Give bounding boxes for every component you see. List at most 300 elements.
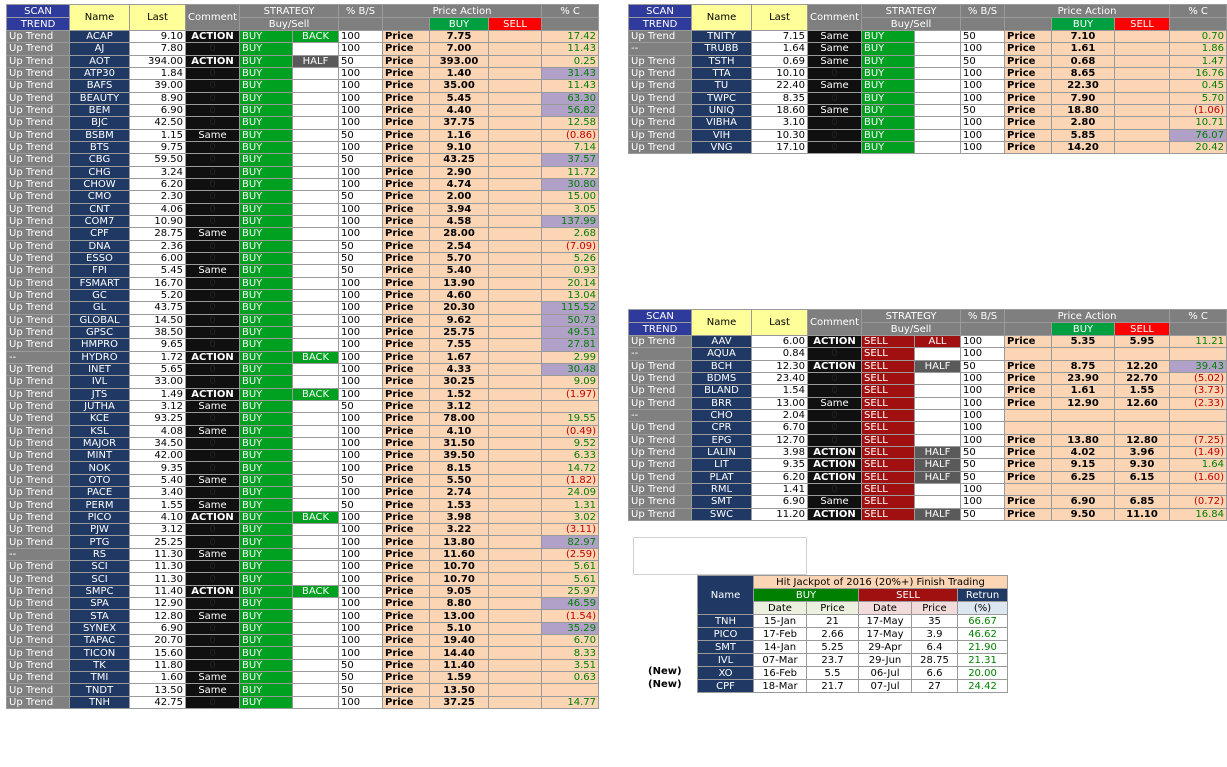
last-cell: 15.60 xyxy=(130,647,186,659)
tag-cell xyxy=(293,129,339,141)
table-row[interactable] xyxy=(7,413,599,425)
empty-grid-area xyxy=(633,537,807,575)
table-row[interactable] xyxy=(7,400,599,412)
table-row[interactable] xyxy=(7,585,599,597)
jackpot-row[interactable] xyxy=(698,628,1008,641)
table-row[interactable] xyxy=(7,55,599,67)
jackpot-return-cell: 24.42 xyxy=(958,680,1008,693)
price-label-cell: Price xyxy=(1005,129,1052,141)
table-row[interactable] xyxy=(7,672,599,684)
table-row[interactable] xyxy=(7,561,599,573)
pct-change-cell: 30.80 xyxy=(542,178,599,190)
name-cell[interactable]: MAJOR xyxy=(70,437,130,449)
name-cell[interactable]: LIT xyxy=(692,459,752,471)
last-cell: 6.00 xyxy=(752,336,808,348)
jackpot-pct-header: (%) xyxy=(958,602,1008,615)
buy-price-cell: 2.00 xyxy=(430,191,489,203)
pct-change-cell: 9.52 xyxy=(542,437,599,449)
table-row[interactable] xyxy=(629,80,1227,92)
last-cell: 12.70 xyxy=(752,434,808,446)
name-cell[interactable]: TMI xyxy=(70,672,130,684)
pct-bs-cell: 100 xyxy=(339,376,383,388)
table-row[interactable] xyxy=(7,351,599,363)
jackpot-name-cell[interactable]: TNH xyxy=(698,615,754,628)
side-cell: SELL xyxy=(862,397,915,409)
pct-bs-cell: 50 xyxy=(339,55,383,67)
comment-cell: 0 xyxy=(186,339,240,351)
trend-cell: Up Trend xyxy=(7,635,70,647)
name-cell[interactable]: SPA xyxy=(70,598,130,610)
side-cell: BUY xyxy=(240,635,293,647)
table-row[interactable] xyxy=(7,437,599,449)
table-row[interactable] xyxy=(7,43,599,55)
strategy-header[interactable]: STRATEGY xyxy=(240,5,339,18)
table-row[interactable] xyxy=(629,360,1227,372)
new-badge: (New) xyxy=(648,679,682,690)
tag-cell xyxy=(293,696,339,708)
name-cell[interactable]: PICO xyxy=(70,511,130,523)
name-cell[interactable]: RS xyxy=(70,548,130,560)
sell-price-cell xyxy=(489,647,542,659)
jackpot-buy-date-cell: 15-Jan xyxy=(754,615,807,628)
comment-cell: 0 xyxy=(186,536,240,548)
pct-bs-cell: 100 xyxy=(961,434,1005,446)
sell-price-cell xyxy=(1115,92,1170,104)
buy-price-cell: 9.05 xyxy=(430,585,489,597)
comment-cell: ACTION xyxy=(808,471,862,483)
price-label-cell: Price xyxy=(383,561,430,573)
trend-cell: Up Trend xyxy=(7,129,70,141)
name-cell[interactable]: TTA xyxy=(692,67,752,79)
table-row[interactable] xyxy=(7,178,599,190)
sell-price-cell xyxy=(489,561,542,573)
table-row[interactable] xyxy=(629,471,1227,483)
name-cell[interactable]: IVL xyxy=(70,376,130,388)
pct-change-cell: 6.70 xyxy=(542,635,599,647)
trend-cell: Up Trend xyxy=(7,696,70,708)
name-cell[interactable]: ACAP xyxy=(70,31,130,43)
table-row[interactable] xyxy=(7,339,599,351)
pct-change-cell: 6.33 xyxy=(542,450,599,462)
sell-price-cell xyxy=(489,31,542,43)
table-row[interactable] xyxy=(629,409,1227,421)
pct-c-header-2 xyxy=(1170,323,1227,336)
sell-price-cell xyxy=(489,265,542,277)
name-cell[interactable]: FPI xyxy=(70,265,130,277)
name-cell[interactable]: BJC xyxy=(70,117,130,129)
comment-header: Comment xyxy=(186,5,240,31)
name-cell[interactable]: RML xyxy=(692,483,752,495)
table-row[interactable] xyxy=(629,385,1227,397)
table-row[interactable] xyxy=(7,647,599,659)
pct-change-cell: 56.82 xyxy=(542,104,599,116)
name-cell[interactable]: MINT xyxy=(70,450,130,462)
pct-bs-cell: 50 xyxy=(339,191,383,203)
sell-price-cell xyxy=(1115,117,1170,129)
name-cell[interactable]: TK xyxy=(70,659,130,671)
table-row[interactable] xyxy=(7,302,599,314)
table-row[interactable] xyxy=(7,117,599,129)
price-label-cell: Price xyxy=(383,302,430,314)
trend-cell: Up Trend xyxy=(7,659,70,671)
table-row[interactable] xyxy=(7,92,599,104)
name-cell[interactable]: TNH xyxy=(70,696,130,708)
pct-bs-cell: 100 xyxy=(339,462,383,474)
jackpot-sell-date-cell: 29-Jun xyxy=(859,654,912,667)
table-row[interactable] xyxy=(7,363,599,375)
name-cell[interactable]: UNIQ xyxy=(692,104,752,116)
table-row[interactable] xyxy=(7,104,599,116)
table-row[interactable] xyxy=(629,434,1227,446)
comment-cell: ACTION xyxy=(186,511,240,523)
sell-price-cell xyxy=(489,166,542,178)
table-row[interactable] xyxy=(629,446,1227,458)
trend-cell: Up Trend xyxy=(7,277,70,289)
name-cell[interactable]: BRR xyxy=(692,397,752,409)
trend-cell: Up Trend xyxy=(7,240,70,252)
tag-cell xyxy=(915,409,961,421)
price-label-cell: Price xyxy=(383,548,430,560)
name-cell[interactable]: BDMS xyxy=(692,372,752,384)
price-label-cell: Price xyxy=(1005,31,1052,43)
tag-cell xyxy=(293,462,339,474)
table-row[interactable] xyxy=(7,462,599,474)
table-row[interactable] xyxy=(629,129,1227,141)
name-cell[interactable]: BTS xyxy=(70,141,130,153)
table-row[interactable] xyxy=(7,154,599,166)
name-cell[interactable]: SWC xyxy=(692,508,752,520)
name-cell[interactable]: SYNEX xyxy=(70,622,130,634)
tag-cell xyxy=(915,80,961,92)
strategy-header[interactable]: STRATEGY xyxy=(862,5,961,18)
sell-price-cell xyxy=(489,672,542,684)
side-cell: BUY xyxy=(240,376,293,388)
table-row[interactable] xyxy=(629,55,1227,67)
table-row[interactable] xyxy=(7,598,599,610)
tag-cell xyxy=(293,141,339,153)
table-row[interactable] xyxy=(629,397,1227,409)
name-cell[interactable]: GL xyxy=(70,302,130,314)
name-cell[interactable]: AAV xyxy=(692,336,752,348)
name-cell[interactable]: TSTH xyxy=(692,55,752,67)
trend-cell: Up Trend xyxy=(7,499,70,511)
table-row[interactable] xyxy=(7,240,599,252)
name-cell[interactable]: GLOBAL xyxy=(70,314,130,326)
pct-bs-cell: 100 xyxy=(339,524,383,536)
comment-cell: 0 xyxy=(186,487,240,499)
name-cell[interactable]: ATP30 xyxy=(70,67,130,79)
name-cell[interactable]: SMT xyxy=(692,496,752,508)
table-row[interactable] xyxy=(7,228,599,240)
table-row[interactable] xyxy=(7,474,599,486)
side-cell: BUY xyxy=(240,413,293,425)
name-cell[interactable]: SMPC xyxy=(70,585,130,597)
trend-cell: Up Trend xyxy=(629,471,692,483)
table-row[interactable] xyxy=(629,104,1227,116)
trend-cell: -- xyxy=(7,351,70,363)
table-row[interactable] xyxy=(7,511,599,523)
left-table-body xyxy=(7,5,599,709)
table-row[interactable] xyxy=(7,289,599,301)
name-cell[interactable]: TU xyxy=(692,80,752,92)
table-row[interactable] xyxy=(7,277,599,289)
name-cell[interactable]: VIH xyxy=(692,129,752,141)
comment-cell: 0 xyxy=(186,659,240,671)
table-row[interactable] xyxy=(7,388,599,400)
table-row[interactable] xyxy=(7,573,599,585)
price-label-cell: Price xyxy=(1005,372,1052,384)
side-cell: BUY xyxy=(240,450,293,462)
table-row[interactable] xyxy=(7,376,599,388)
jackpot-name-cell[interactable]: CPF xyxy=(698,680,754,693)
last-cell: 7.15 xyxy=(752,31,808,43)
name-cell[interactable]: INET xyxy=(70,363,130,375)
strategy-header[interactable]: STRATEGY xyxy=(862,310,961,323)
name-cell[interactable]: BEM xyxy=(70,104,130,116)
table-row[interactable] xyxy=(7,265,599,277)
name-cell[interactable]: CMO xyxy=(70,191,130,203)
name-cell[interactable]: AJ xyxy=(70,43,130,55)
name-cell[interactable]: BEAUTY xyxy=(70,92,130,104)
jackpot-name-cell[interactable]: IVL xyxy=(698,654,754,667)
jackpot-row[interactable] xyxy=(698,641,1008,654)
table-row[interactable] xyxy=(629,508,1227,520)
name-cell[interactable]: EPG xyxy=(692,434,752,446)
table-row[interactable] xyxy=(7,203,599,215)
pct-change-cell: 31.43 xyxy=(542,67,599,79)
pct-change-cell: 1.47 xyxy=(1170,55,1227,67)
name-cell[interactable]: SCI xyxy=(70,561,130,573)
pct-change-cell: 20.42 xyxy=(1170,141,1227,153)
side-cell: BUY xyxy=(240,277,293,289)
name-cell[interactable]: BCH xyxy=(692,360,752,372)
table-row[interactable] xyxy=(629,459,1227,471)
name-cell[interactable]: AOT xyxy=(70,55,130,67)
pct-bs-cell: 100 xyxy=(339,487,383,499)
trend-cell: Up Trend xyxy=(7,511,70,523)
name-cell[interactable]: BLAND xyxy=(692,385,752,397)
name-cell[interactable]: HYDRO xyxy=(70,351,130,363)
name-cell[interactable]: OTO xyxy=(70,474,130,486)
name-cell[interactable]: TRUBB xyxy=(692,43,752,55)
pct-bs-cell: 50 xyxy=(961,360,1005,372)
pct-bs-cell: 100 xyxy=(339,511,383,523)
table-row[interactable] xyxy=(629,372,1227,384)
tag-cell xyxy=(293,437,339,449)
table-row[interactable] xyxy=(7,610,599,622)
name-cell[interactable]: JTS xyxy=(70,388,130,400)
name-cell[interactable]: CBG xyxy=(70,154,130,166)
name-cell[interactable]: TAPAC xyxy=(70,635,130,647)
comment-cell: Same xyxy=(808,104,862,116)
table-row[interactable] xyxy=(7,499,599,511)
last-cell: 5.65 xyxy=(130,363,186,375)
last-cell: 10.10 xyxy=(752,67,808,79)
side-cell: BUY xyxy=(240,548,293,560)
table-row[interactable] xyxy=(629,141,1227,153)
last-cell: 42.50 xyxy=(130,117,186,129)
name-cell[interactable]: CHOW xyxy=(70,178,130,190)
table-row[interactable] xyxy=(629,43,1227,55)
sell-price-cell xyxy=(1115,409,1170,421)
name-cell[interactable]: KCE xyxy=(70,413,130,425)
buy-price-cell: 11.40 xyxy=(430,659,489,671)
last-cell: 9.10 xyxy=(130,31,186,43)
pct-bs-cell: 50 xyxy=(339,129,383,141)
table-row[interactable] xyxy=(629,348,1227,360)
table-row[interactable] xyxy=(7,191,599,203)
jackpot-row[interactable] xyxy=(698,615,1008,628)
left-signal-table xyxy=(6,4,599,709)
name-cell[interactable]: BAFS xyxy=(70,80,130,92)
table-row[interactable] xyxy=(7,166,599,178)
name-cell[interactable]: LALIN xyxy=(692,446,752,458)
name-cell[interactable]: PTG xyxy=(70,536,130,548)
trend-cell: Up Trend xyxy=(7,524,70,536)
tag-cell xyxy=(293,635,339,647)
pct-bs-cell: 100 xyxy=(339,117,383,129)
sell-price-cell xyxy=(1115,483,1170,495)
side-cell: BUY xyxy=(240,55,293,67)
table-row[interactable] xyxy=(7,31,599,43)
pct-change-cell: 82.97 xyxy=(542,536,599,548)
name-cell[interactable]: CHO xyxy=(692,409,752,421)
pct-change-cell: 50.73 xyxy=(542,314,599,326)
table-row[interactable] xyxy=(629,483,1227,495)
table-row[interactable] xyxy=(7,696,599,708)
name-cell[interactable]: SCI xyxy=(70,573,130,585)
name-cell[interactable]: PLAT xyxy=(692,471,752,483)
sell-price-cell: 11.10 xyxy=(1115,508,1170,520)
table-row[interactable] xyxy=(629,496,1227,508)
table-row[interactable] xyxy=(7,659,599,671)
table-row[interactable] xyxy=(7,314,599,326)
name-cell[interactable]: PERM xyxy=(70,499,130,511)
price-label-cell: Price xyxy=(383,462,430,474)
name-cell[interactable]: CPR xyxy=(692,422,752,434)
pct-change-cell: 1.64 xyxy=(1170,459,1227,471)
table-row[interactable] xyxy=(7,524,599,536)
table-row[interactable] xyxy=(629,92,1227,104)
price-label-cell: Price xyxy=(383,191,430,203)
table-row[interactable] xyxy=(7,80,599,92)
pct-bs-cell: 100 xyxy=(339,31,383,43)
sell-price-cell: 6.15 xyxy=(1115,471,1170,483)
table-row[interactable] xyxy=(629,67,1227,79)
name-cell[interactable]: BSBM xyxy=(70,129,130,141)
name-cell[interactable]: CHG xyxy=(70,166,130,178)
sell-price-cell: 22.70 xyxy=(1115,372,1170,384)
price-label-cell: Price xyxy=(383,684,430,696)
table-row[interactable] xyxy=(7,487,599,499)
sell-header: SELL xyxy=(489,18,542,31)
jackpot-name-cell[interactable]: PICO xyxy=(698,628,754,641)
jackpot-row[interactable] xyxy=(698,680,1008,693)
pct-bs-cell: 100 xyxy=(339,43,383,55)
jackpot-name-cell[interactable]: XO xyxy=(698,667,754,680)
table-row[interactable] xyxy=(7,252,599,264)
name-cell[interactable]: STA xyxy=(70,610,130,622)
tag-cell xyxy=(293,647,339,659)
table-row[interactable] xyxy=(7,425,599,437)
name-cell[interactable]: PJW xyxy=(70,524,130,536)
price-label-cell: Price xyxy=(383,672,430,684)
name-cell[interactable]: TICON xyxy=(70,647,130,659)
name-cell[interactable]: PACE xyxy=(70,487,130,499)
comment-cell: 0 xyxy=(186,302,240,314)
table-row[interactable] xyxy=(7,548,599,560)
last-header: Last xyxy=(130,5,186,31)
tag-cell xyxy=(915,483,961,495)
table-row[interactable] xyxy=(7,129,599,141)
name-cell[interactable]: VNG xyxy=(692,141,752,153)
table-row[interactable] xyxy=(629,336,1227,348)
name-cell[interactable]: JUTHA xyxy=(70,400,130,412)
name-cell[interactable]: AQUA xyxy=(692,348,752,360)
table-row[interactable] xyxy=(7,326,599,338)
table-row[interactable] xyxy=(629,422,1227,434)
table-row[interactable] xyxy=(7,141,599,153)
tag-cell xyxy=(293,215,339,227)
tag-cell xyxy=(293,302,339,314)
table-row[interactable] xyxy=(7,67,599,79)
jackpot-row[interactable] xyxy=(698,654,1008,667)
table-row[interactable] xyxy=(629,31,1227,43)
name-cell[interactable]: DNA xyxy=(70,240,130,252)
price-label-cell: Price xyxy=(383,67,430,79)
pct-change-cell: 11.21 xyxy=(1170,336,1227,348)
pct-change-cell: 11.72 xyxy=(542,166,599,178)
price-label-cell: Price xyxy=(383,154,430,166)
pct-bs-cell: 100 xyxy=(339,437,383,449)
name-cell[interactable]: NOK xyxy=(70,462,130,474)
sell-price-cell xyxy=(489,178,542,190)
name-cell[interactable]: GPSC xyxy=(70,326,130,338)
pct-bs-cell: 50 xyxy=(339,240,383,252)
pct-bs-cell: 100 xyxy=(339,696,383,708)
side-cell: SELL xyxy=(862,483,915,495)
table-row[interactable] xyxy=(7,536,599,548)
table-row[interactable] xyxy=(7,622,599,634)
name-cell[interactable]: CPF xyxy=(70,228,130,240)
table-row[interactable] xyxy=(7,635,599,647)
table-row[interactable] xyxy=(7,684,599,696)
last-cell: 13.50 xyxy=(130,684,186,696)
pct-bs-cell: 100 xyxy=(339,598,383,610)
name-cell[interactable]: TNDT xyxy=(70,684,130,696)
comment-cell: Same xyxy=(186,499,240,511)
name-cell[interactable]: TWPC xyxy=(692,92,752,104)
name-cell[interactable]: ESSO xyxy=(70,252,130,264)
name-cell[interactable]: TNITY xyxy=(692,31,752,43)
table-row[interactable] xyxy=(7,450,599,462)
table-row[interactable] xyxy=(7,215,599,227)
table-row[interactable] xyxy=(629,117,1227,129)
name-cell[interactable]: CNT xyxy=(70,203,130,215)
name-cell[interactable]: FSMART xyxy=(70,277,130,289)
name-cell[interactable]: VIBHA xyxy=(692,117,752,129)
name-cell[interactable]: KSL xyxy=(70,425,130,437)
name-cell[interactable]: COM7 xyxy=(70,215,130,227)
tag-cell xyxy=(915,31,961,43)
comment-cell: ACTION xyxy=(186,585,240,597)
jackpot-name-cell[interactable]: SMT xyxy=(698,641,754,654)
trend-cell: Up Trend xyxy=(629,459,692,471)
jackpot-row[interactable] xyxy=(698,667,1008,680)
tag-cell xyxy=(293,548,339,560)
name-cell[interactable]: GC xyxy=(70,289,130,301)
name-cell[interactable]: HMPRO xyxy=(70,339,130,351)
